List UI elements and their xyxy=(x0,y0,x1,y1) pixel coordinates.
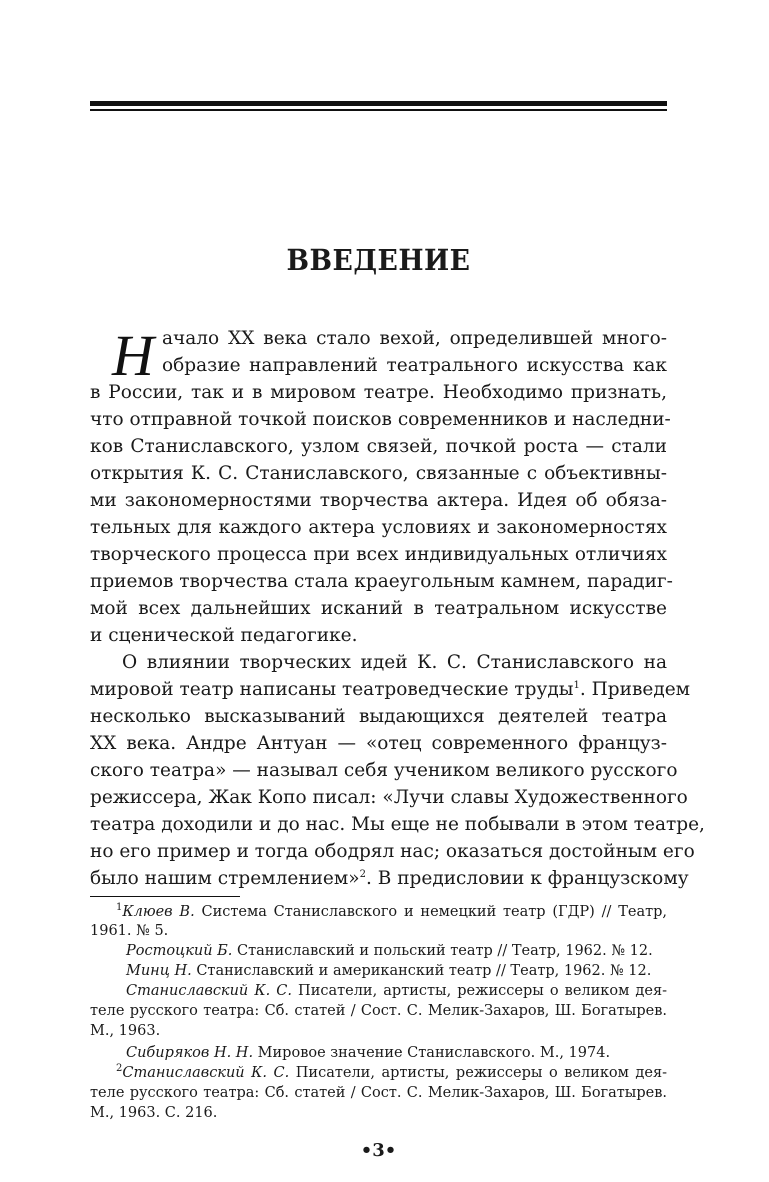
body-line: несколько высказываний выдающихся деятелей театра xyxy=(90,706,667,727)
body-line: О влиянии творческих идей К. С. Станиславского на xyxy=(122,652,667,673)
header-rule-thick xyxy=(90,101,667,106)
footnote-mark: 2 xyxy=(116,1063,123,1075)
footnote-author: Минц Н. xyxy=(126,963,192,979)
footnote-line: теле русского театра: Сб. статей / Сост. С. Мелик-Захаров, Ш. Богатырев. xyxy=(90,1003,667,1019)
footnote-line xyxy=(116,1063,667,1083)
body-text: . Приведем xyxy=(579,679,691,700)
body-line: мой всех дальнейших исканий в театральном искусстве xyxy=(90,598,667,619)
footnote-line: 1961. № 5. xyxy=(90,923,169,939)
chapter-heading: ВВЕДЕНИЕ xyxy=(286,243,471,277)
body-line: ского театра» — называл себя учеником великого русского xyxy=(90,760,678,781)
footnote-line: М., 1963. xyxy=(90,1023,161,1039)
footnote-author: Станиславский К. С. xyxy=(126,983,292,999)
header-rule-thin xyxy=(90,109,667,111)
footnote-line xyxy=(126,981,667,1001)
footnote-text: Система Станиславского и немецкий театр (ГДР) // Театр, xyxy=(194,904,667,920)
body-line: ми закономерностями творчества актера. Идея об обяза- xyxy=(90,490,667,511)
footnote-text: Писатели, артисты, режиссеры о великом дея- xyxy=(291,983,667,999)
body-text: . В предисловии к французскому xyxy=(365,868,689,889)
footnote-author: Клюев В. xyxy=(122,904,195,920)
body-line: XX века. Андре Антуан — «отец современного француз- xyxy=(90,733,667,754)
body-line: что отправной точкой поисков современников и наследни- xyxy=(90,409,671,430)
page-number: •3• xyxy=(360,1140,397,1161)
footnote-line: М., 1963. С. 216. xyxy=(90,1105,218,1121)
body-line: в России, так и в мировом театре. Необходимо признать, xyxy=(90,382,667,403)
footnote-text: Станиславский и американский театр // Театр, 1962. № 12. xyxy=(191,963,652,979)
footnote-author: Станиславский К. С. xyxy=(122,1065,290,1081)
footnote-text: Мировое значение Станиславского. М., 1974. xyxy=(253,1045,611,1061)
footnote-line xyxy=(116,902,667,922)
footnote-text: Писатели, артисты, режиссеры о великом дея- xyxy=(289,1065,667,1081)
body-line: открытия К. С. Станиславского, связанные с объективны- xyxy=(90,463,667,484)
body-line: ков Станиславского, узлом связей, почкой роста — стали xyxy=(90,436,667,457)
footnote-line: теле русского театра: Сб. статей / Сост. С. Мелик-Захаров, Ш. Богатырев. xyxy=(90,1085,667,1101)
footnote-ref-2[interactable]: 2 xyxy=(359,868,366,880)
body-line: приемов творчества стала краеугольным камнем, парадиг- xyxy=(90,571,673,592)
footnote-line xyxy=(126,961,667,981)
body-text: было нашим стремлением» xyxy=(90,868,360,889)
footnote-line xyxy=(126,941,667,961)
body-line: но его пример и тогда ободрял нас; оказаться достойным его xyxy=(90,841,695,862)
footnote-text: Станиславский и польский театр // Театр, 1962. № 12. xyxy=(232,943,653,959)
footnote-mark: 1 xyxy=(116,902,123,914)
footnote-author: Сибиряков Н. Н. xyxy=(126,1045,254,1061)
body-line: творческого процесса при всех индивидуальных отличиях xyxy=(90,544,667,565)
footnote-separator xyxy=(90,896,240,897)
body-line xyxy=(90,867,689,891)
footnote-author: Ростоцкий Б. xyxy=(126,943,233,959)
footnote-ref-1[interactable]: 1 xyxy=(573,679,580,691)
body-line: тельных для каждого актера условиях и закономерностях xyxy=(90,517,667,538)
body-line: режиссера, Жак Копо писал: «Лучи славы Художественного xyxy=(90,787,688,808)
drop-cap: Н xyxy=(112,323,154,388)
body-text: мировой театр написаны театроведческие труды xyxy=(90,679,574,700)
body-line: и сценической педагогике. xyxy=(90,625,358,646)
body-line: ачало XX века стало вехой, определившей много- xyxy=(162,328,667,349)
body-line: образие направлений театрального искусства как xyxy=(162,355,667,376)
body-line xyxy=(90,678,691,702)
footnote-line xyxy=(126,1043,667,1063)
body-line: театра доходили и до нас. Мы еще не побывали в этом театре, xyxy=(90,814,705,835)
